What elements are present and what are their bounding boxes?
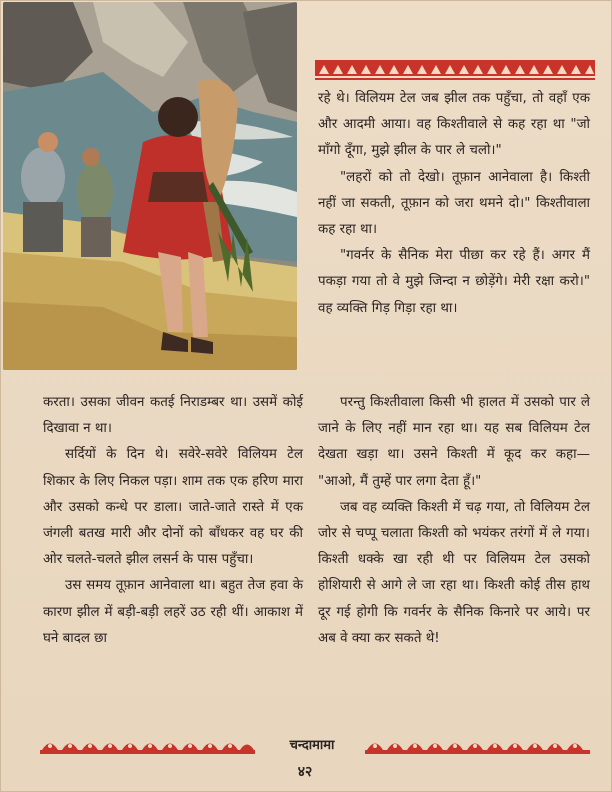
paragraph: "गवर्नर के सैनिक मेरा पीछा कर रहे हैं। अगर मैं पकड़ा गया तो वे मुझे जिन्दा न छोड़ेंगे। मेरी रक्षा करो।" वह व्यक्ति गिड़ गिड़ा रहा था। xyxy=(318,248,590,316)
text-column-right-top xyxy=(318,86,590,322)
magazine-name: चन्दामामा xyxy=(289,738,335,753)
paragraph: सर्दियों के दिन थे। सवेरे-सवेरे विलियम टेल शिकार के लिए निकल पड़ा। शाम तक एक हरिण मारा और उसको कन्धे पर डाला। जाते-जाते रास्ते में एक जंगली बतख मारी और दोनों को बाँधकर वह घर की ओर चलते-चलते झील लसर्न के पास पहुँचा। xyxy=(43,447,303,568)
text-column-left xyxy=(43,390,303,652)
paragraph: परन्तु किश्तीवाला किसी भी हालत में उसको पार ले जाने के लिए नहीं मान रहा था। यह सब विलियम टेल देखता खड़ा था। उसने किश्ती में कूद कर कहा— "आओ, मैं तुम्हें पार लगा देता हूँ।" xyxy=(318,395,590,489)
page-number: ४२ xyxy=(297,764,313,780)
paragraph: जब वह व्यक्ति किश्ती में चढ़ गया, तो विलियम टेल जोर से चप्पू चलाता किश्ती को भयंकर तरंगों में ले गया। किश्ती धक्के खा रही थी पर विलियम टेल उसको होशियारी से आगे ले जा रहा था। किश्ती कोई तीस हाथ दूर गई होगी कि गवर्नर के सैनिक किनारे पर आये। पर अब वे क्या कर सकते थे! xyxy=(318,499,590,646)
text-column-right-bottom xyxy=(318,390,590,652)
decorative-border-top xyxy=(315,60,595,80)
page-footer xyxy=(40,733,590,757)
story-illustration xyxy=(3,2,297,370)
paragraph: रहे थे। विलियम टेल जब झील तक पहुँचा, तो वहाँ एक और आदमी आया। वह किश्तीवाले से कह रहा था "जो माँगो दूँगा, मुझे झील के पार ले चलो।" xyxy=(318,91,590,159)
decorative-border-footer-right xyxy=(365,735,590,755)
decorative-border-footer-left xyxy=(40,735,255,755)
paragraph: करता। उसका जीवन कतई निराडम्बर था। उसमें कोई दिखावा न था। xyxy=(43,395,303,437)
paragraph: "लहरों को तो देखो। तूफ़ान आनेवाला है। किश्ती नहीं जा सकती, तूफ़ान को जरा थमने दो।" किश्तीवाला कह रहा था। xyxy=(318,169,590,238)
paragraph: उस समय तूफ़ान आनेवाला था। बहुत तेज हवा के कारण झील में बड़ी-बड़ी लहरें उठ रही थीं। आकाश में घने बादल छा xyxy=(43,578,303,646)
